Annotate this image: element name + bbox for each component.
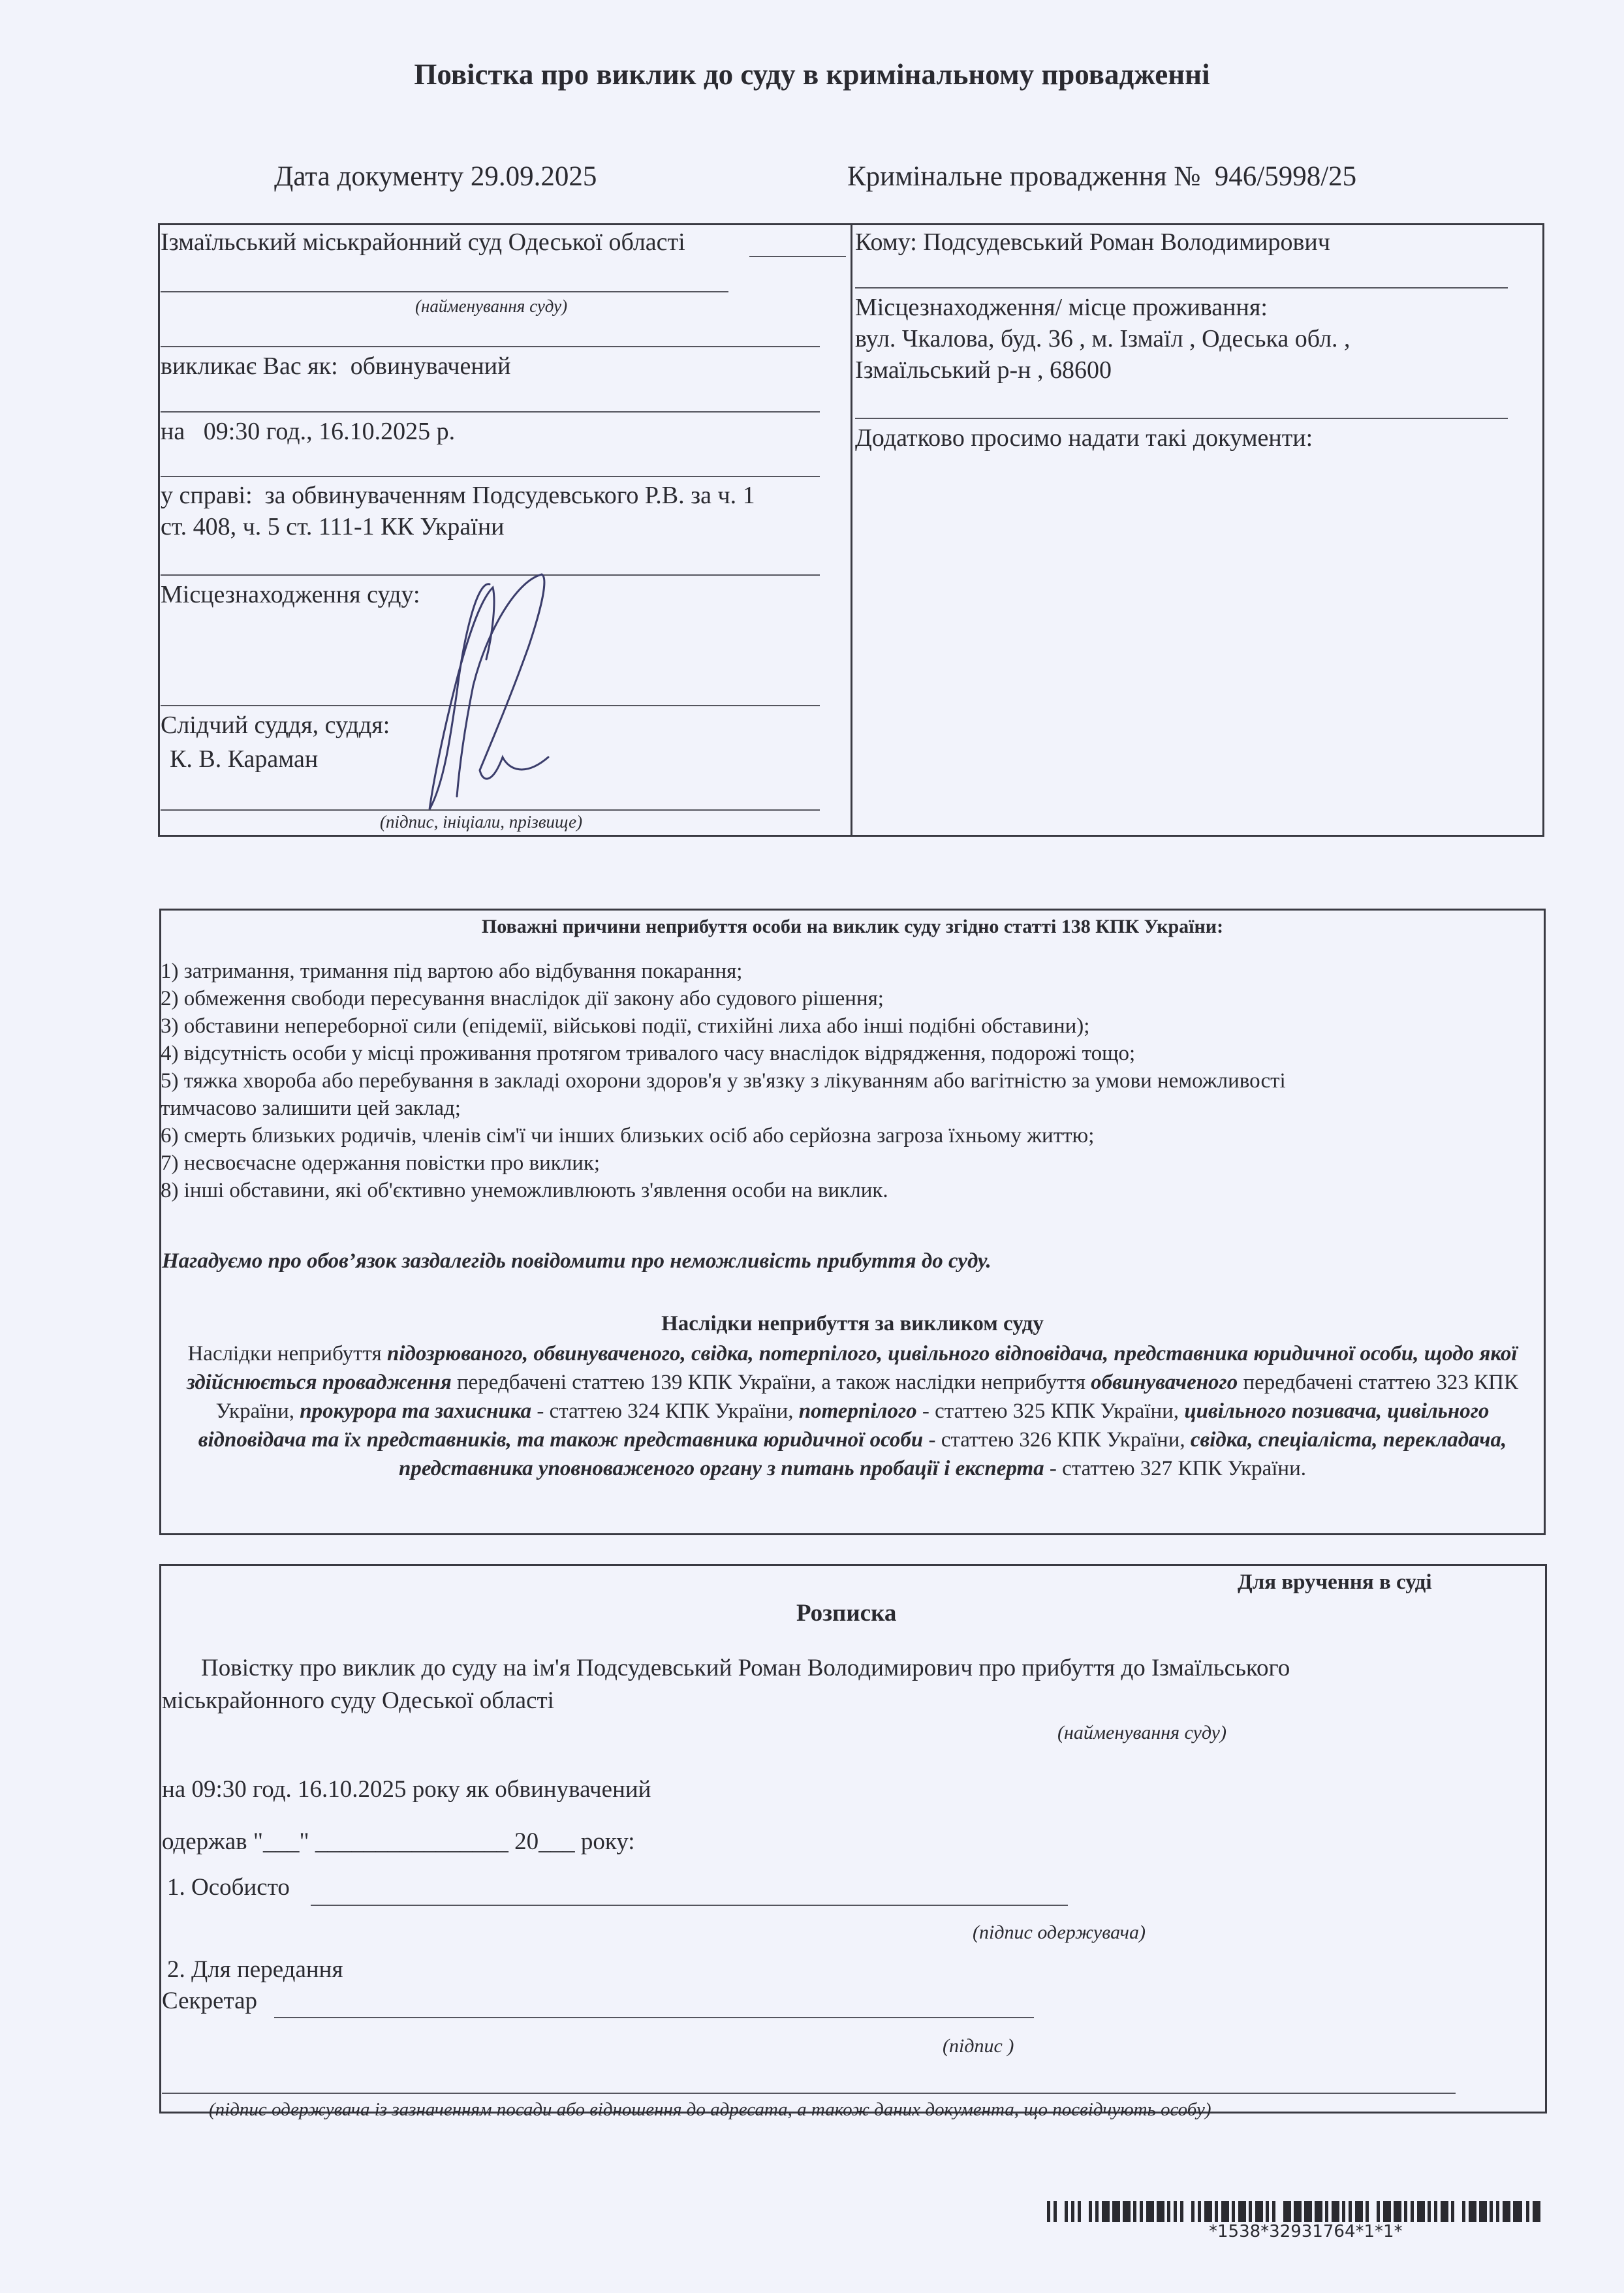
consequences-text: передбачені статтею 139 КПК України, а також наслідки неприбуття: [451, 1371, 1091, 1394]
court-name-value: Ізмаїльський міськрайонний суд Одеської області: [161, 228, 685, 256]
recipient-details-field[interactable]: [162, 2093, 1456, 2094]
address-label: Місцезнаходження/ місце проживання:: [855, 294, 1268, 321]
reasons-title: Поважні причини неприбуття особи на виклик суду згідно статті 138 КПК України:: [481, 916, 1224, 937]
receipt-title: Розписка: [796, 1600, 897, 1627]
consequences-body: [166, 1339, 1539, 1483]
court-name: [161, 227, 685, 258]
court-location-label: Місцезнаходження суду:: [161, 581, 420, 608]
for-court-label: Для вручення в суді: [1238, 1570, 1432, 1594]
reason-item: 2) обмеження свободи пересування внаслідок дії закону або судового рішення;: [161, 987, 884, 1010]
court-name-underline: [749, 256, 846, 257]
consequences-text: - статтею 326 КПК України,: [923, 1428, 1191, 1452]
divider-line: [161, 346, 820, 347]
secretary-signature-field[interactable]: [274, 2017, 1034, 2018]
secretary-signature-caption: (підпис ): [943, 2035, 1014, 2057]
secretary-label: Секретар: [162, 1988, 257, 2014]
summoned-as-label: викликає Вас як:: [161, 352, 338, 380]
case-label: у справі:: [161, 482, 253, 509]
summons-divider: [851, 223, 852, 837]
case-line1: за обвинуваченням Подсудевського Р.В. за ч. 1: [264, 482, 755, 509]
divider-line: [161, 476, 820, 477]
consequences-emphasis: обвинуваченого: [1091, 1371, 1238, 1394]
receipt-line2: міськрайонного суду Одеської області: [162, 1687, 554, 1714]
recipient-to: [855, 227, 1330, 258]
hearing-time-label: на: [161, 418, 185, 445]
barcode-icon: [1047, 2201, 1556, 2222]
court-name-line2: [161, 291, 728, 292]
case-number: [847, 161, 1356, 193]
summoned-as: [161, 351, 510, 382]
consequences-title: Наслідки неприбуття за викликом суду: [661, 1312, 1044, 1335]
consequences-emphasis: потерпілого: [798, 1399, 917, 1423]
case-number-value: 946/5998/25: [1214, 161, 1357, 192]
hearing-time-value: 09:30 год., 16.10.2025 р.: [203, 418, 456, 445]
receipt-line1: Повістку про виклик до суду на ім'я Подсудевський Роман Володимирович про прибуття до Ізмаїльського: [201, 1655, 1290, 1681]
reason-item: 4) відсутність особи у місці проживання протягом тривалого часу внаслідок відрядження, подорожі тощо;: [161, 1042, 1136, 1065]
receipt-court-caption: (найменування суду): [1057, 1722, 1226, 1743]
recipient-to-label: Кому:: [855, 228, 917, 256]
personally-signature-field[interactable]: [311, 1905, 1068, 1906]
consequences-text: - статтею 324 КПК України,: [531, 1399, 799, 1423]
recipient-signature-caption: (підпис одержувача): [973, 1922, 1146, 1943]
document-date: [274, 161, 597, 193]
case-line2: ст. 408, ч. 5 ст. 111-1 КК України: [161, 513, 505, 540]
court-name-caption: (найменування суду): [415, 296, 568, 316]
consequences-text: Наслідки неприбуття: [187, 1342, 387, 1365]
divider-line: [855, 287, 1508, 289]
reason-item: 1) затримання, тримання під вартою або відбування покарання;: [161, 959, 743, 983]
reason-item: 3) обставини непереборної сили (епідемії, військові події, стихійні лиха або інші подібні обставини);: [161, 1014, 1090, 1038]
receipt-time-line: на 09:30 год. 16.10.2025 року як обвинувачений: [162, 1776, 651, 1803]
case-description: [161, 480, 755, 512]
consequences-text: - статтею 325 КПК України,: [916, 1399, 1185, 1423]
reason-item: 6) смерть близьких родичів, членів сім'ї чи інших близьких осіб або серйозна загроза їхньому життю;: [161, 1124, 1095, 1147]
consequences-emphasis: свідка, спеціаліста, перекладача, представника уповноваженого органу з питань пробації і експерта: [398, 1428, 1507, 1480]
consequences-text: передбачені статтею 323 КПК України,: [215, 1371, 1519, 1423]
document-date-label: Дата документу: [274, 161, 464, 192]
judge-name: К. В. Караман: [170, 745, 319, 773]
consequences-text: - статтею 327 КПК України.: [1044, 1457, 1307, 1480]
divider-line: [855, 418, 1508, 419]
document-date-value: 29.09.2025: [470, 161, 597, 192]
recipient-details-caption: (підпис одержувача із зазначенням посади або відношення до адресата, а також даних документа, що посвідчують особу): [209, 2099, 1211, 2120]
judge-label: Слідчий суддя, суддя:: [161, 711, 390, 739]
reason-item: тимчасово залишити цей заклад;: [161, 1097, 461, 1120]
reminder-note: Нагадуємо про обов’язок заздалегідь повідомити про неможливість прибуття до суду.: [162, 1249, 992, 1273]
consequences-emphasis: цивільного позивача, цивільного відповідача та їх представників, та також представника юридичної особи: [198, 1399, 1490, 1452]
recipient-name: Подсудевський Роман Володимирович: [923, 228, 1330, 256]
documents-label: Додатково просимо надати такі документи:: [855, 424, 1313, 452]
divider-line: [161, 411, 820, 413]
received-line: одержав "___" ________________ 20___ року:: [162, 1828, 635, 1855]
reason-item: 7) несвоєчасне одержання повістки про виклик;: [161, 1151, 601, 1175]
address-line2: Ізмаїльський р-н , 68600: [855, 356, 1112, 384]
consequences-emphasis: прокурора та захисника: [300, 1399, 532, 1423]
judge-signature-icon: [418, 561, 601, 822]
case-number-label: Кримінальне провадження №: [847, 161, 1201, 192]
reason-item: 8) інші обставини, які об'єктивно унеможливлюють з'явлення особи на виклик.: [161, 1179, 888, 1202]
reason-item: 5) тяжка хвороба або перебування в закладі охорони здоров'я у зв'язку з лікуванням або вагітністю за умови неможливості: [161, 1069, 1286, 1093]
transfer-label: 2. Для передання: [167, 1956, 343, 1983]
barcode-text: *1538*32931764*1*1*: [1209, 2222, 1403, 2241]
personally-label: 1. Особисто: [167, 1874, 290, 1901]
summoned-as-value: обвинувачений: [350, 352, 511, 380]
hearing-time: [161, 416, 455, 448]
signature-caption: (підпис, ініціали, прізвище): [380, 812, 583, 832]
address-line1: вул. Чкалова, буд. 36 , м. Ізмаїл , Одеська обл. ,: [855, 325, 1351, 352]
consequences-emphasis: підозрюваного, обвинуваченого, свідка, потерпілого, цивільного відповідача, представника юридичної особи, щодо якої здійснюється провадження: [186, 1342, 1518, 1394]
document-title: Повістка про виклик до суду в кримінальному провадженні: [414, 58, 1210, 91]
